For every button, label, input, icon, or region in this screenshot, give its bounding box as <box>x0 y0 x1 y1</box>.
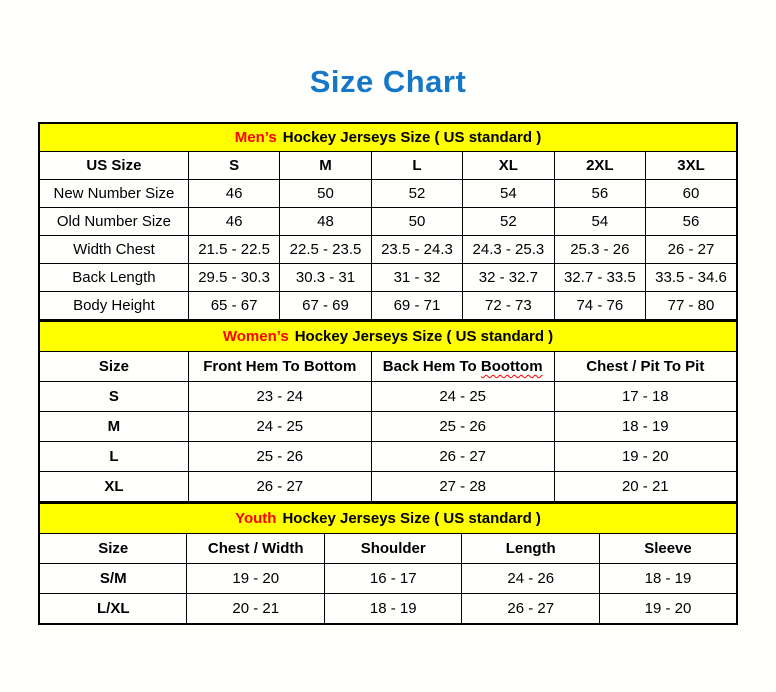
table-cell: 19 - 20 <box>187 564 325 594</box>
table-cell: 24 - 26 <box>462 564 600 594</box>
table-row <box>39 208 737 236</box>
row-label: XL <box>39 472 188 503</box>
table-cell: 69 - 71 <box>371 292 462 321</box>
band-rest-text: Hockey Jerseys Size ( US standard ) <box>282 129 542 146</box>
row-label: S <box>39 382 188 412</box>
table-cell: 23 - 24 <box>188 382 371 412</box>
band-rest-text: Hockey Jerseys Size ( US standard ) <box>294 328 554 345</box>
table-cell: 23.5 - 24.3 <box>371 236 462 264</box>
table-cell: 18 - 19 <box>599 564 737 594</box>
band-accent-text: Youth <box>235 510 277 527</box>
youth-size-table <box>38 502 738 625</box>
column-header: Size <box>39 352 188 382</box>
table-cell: 16 - 17 <box>324 564 462 594</box>
table-cell: 22.5 - 23.5 <box>280 236 371 264</box>
table-row <box>39 442 737 472</box>
table-cell: 31 - 32 <box>371 264 462 292</box>
column-header: Chest / Pit To Pit <box>554 352 737 382</box>
mens-header-row <box>39 152 737 180</box>
womens-size-table <box>38 320 738 503</box>
row-label: Back Length <box>39 264 188 292</box>
table-cell: 30.3 - 31 <box>280 264 371 292</box>
table-row <box>39 236 737 264</box>
table-cell: 77 - 80 <box>646 292 737 321</box>
table-cell: 26 - 27 <box>188 472 371 503</box>
table-cell: 32.7 - 33.5 <box>554 264 645 292</box>
row-label: Width Chest <box>39 236 188 264</box>
table-cell: 60 <box>646 180 737 208</box>
womens-section-band <box>39 321 737 352</box>
table-cell: 18 - 19 <box>324 594 462 625</box>
table-cell: 19 - 20 <box>554 442 737 472</box>
row-label: L <box>39 442 188 472</box>
column-header-misspelled <box>371 352 554 382</box>
table-cell: 33.5 - 34.6 <box>646 264 737 292</box>
youth-header-row <box>39 534 737 564</box>
table-cell: 26 - 27 <box>371 442 554 472</box>
table-row <box>39 564 737 594</box>
table-cell: 21.5 - 22.5 <box>188 236 279 264</box>
column-header: Sleeve <box>599 534 737 564</box>
row-label: S/M <box>39 564 187 594</box>
column-header: 3XL <box>646 152 737 180</box>
youth-section-band <box>39 503 737 534</box>
row-label: New Number Size <box>39 180 188 208</box>
table-cell: 54 <box>463 180 554 208</box>
column-header: 2XL <box>554 152 645 180</box>
table-cell: 29.5 - 30.3 <box>188 264 279 292</box>
band-accent-text: Women’s <box>222 328 289 345</box>
table-cell: 25.3 - 26 <box>554 236 645 264</box>
table-row <box>39 292 737 321</box>
table-cell: 56 <box>646 208 737 236</box>
table-cell: 32 - 32.7 <box>463 264 554 292</box>
table-cell: 46 <box>188 180 279 208</box>
table-cell: 74 - 76 <box>554 292 645 321</box>
column-header: US Size <box>39 152 188 180</box>
table-row <box>39 412 737 442</box>
misspelled-word: Boottom <box>480 358 543 375</box>
table-cell: 20 - 21 <box>187 594 325 625</box>
table-cell: 18 - 19 <box>554 412 737 442</box>
band-accent-text: Men’s <box>234 129 277 146</box>
row-label: M <box>39 412 188 442</box>
table-row <box>39 382 737 412</box>
column-header: M <box>280 152 371 180</box>
table-cell: 24 - 25 <box>188 412 371 442</box>
table-cell: 25 - 26 <box>371 412 554 442</box>
row-label: Old Number Size <box>39 208 188 236</box>
column-header: XL <box>463 152 554 180</box>
row-label: L/XL <box>39 594 187 625</box>
column-header: S <box>188 152 279 180</box>
size-tables <box>38 122 738 625</box>
table-cell: 50 <box>371 208 462 236</box>
table-cell: 72 - 73 <box>463 292 554 321</box>
mens-size-table <box>38 122 738 321</box>
table-cell: 24.3 - 25.3 <box>463 236 554 264</box>
table-cell: 52 <box>371 180 462 208</box>
womens-band-row <box>39 321 737 352</box>
row-label: Body Height <box>39 292 188 321</box>
column-header: Length <box>462 534 600 564</box>
column-header: Chest / Width <box>187 534 325 564</box>
table-row <box>39 594 737 625</box>
column-header: Size <box>39 534 187 564</box>
table-cell: 25 - 26 <box>188 442 371 472</box>
table-cell: 46 <box>188 208 279 236</box>
womens-header-row <box>39 352 737 382</box>
table-cell: 19 - 20 <box>599 594 737 625</box>
column-header: Front Hem To Bottom <box>188 352 371 382</box>
table-cell: 17 - 18 <box>554 382 737 412</box>
table-cell: 26 - 27 <box>646 236 737 264</box>
mens-section-band <box>39 123 737 152</box>
table-cell: 48 <box>280 208 371 236</box>
table-cell: 54 <box>554 208 645 236</box>
table-row <box>39 264 737 292</box>
table-row <box>39 472 737 503</box>
page-title: Size Chart <box>309 64 467 99</box>
table-cell: 50 <box>280 180 371 208</box>
mens-band-row <box>39 123 737 152</box>
table-cell: 67 - 69 <box>280 292 371 321</box>
table-cell: 65 - 67 <box>188 292 279 321</box>
table-row <box>39 180 737 208</box>
table-cell: 56 <box>554 180 645 208</box>
band-rest-text: Hockey Jerseys Size ( US standard ) <box>282 510 541 527</box>
column-header: Shoulder <box>324 534 462 564</box>
table-cell: 24 - 25 <box>371 382 554 412</box>
header-text-prefix: Back Hem To <box>382 358 481 375</box>
column-header: L <box>371 152 462 180</box>
table-cell: 52 <box>463 208 554 236</box>
table-cell: 26 - 27 <box>462 594 600 625</box>
youth-band-row <box>39 503 737 534</box>
table-cell: 27 - 28 <box>371 472 554 503</box>
table-cell: 20 - 21 <box>554 472 737 503</box>
